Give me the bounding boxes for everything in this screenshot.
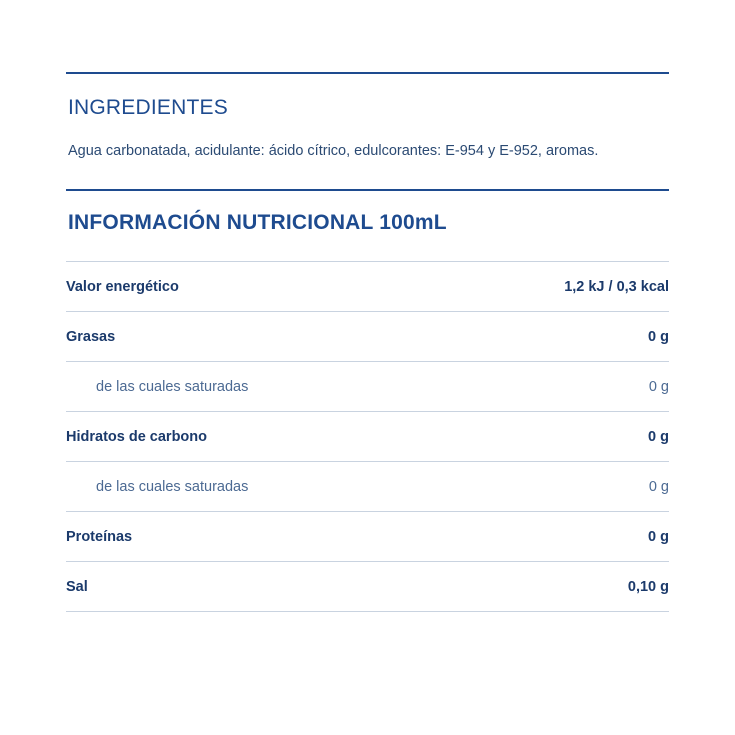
nutrient-label: de las cuales saturadas: [96, 478, 249, 495]
table-row: [66, 311, 669, 361]
ingredients-heading: INGREDIENTES: [68, 96, 228, 119]
nutrient-value: 0,10 g: [627, 578, 669, 595]
nutrient-label: Proteínas: [66, 528, 133, 545]
table-row: [66, 461, 669, 511]
content-container: [66, 72, 669, 612]
nutrient-value: 1,2 kJ / 0,3 kcal: [564, 278, 669, 295]
nutrient-value: 0 g: [648, 528, 669, 545]
nutrient-label: de las cuales saturadas: [96, 378, 249, 395]
nutrient-label: Hidratos de carbono: [66, 428, 207, 445]
table-row: [66, 411, 669, 461]
nutrient-value: 0 g: [648, 378, 669, 395]
table-row: [66, 361, 669, 411]
table-row: [66, 261, 669, 311]
nutrition-table-body: [66, 261, 669, 611]
nutrient-value: 0 g: [648, 478, 669, 495]
nutrient-value: 0 g: [648, 328, 669, 345]
nutrient-label: Valor energético: [66, 278, 179, 295]
nutrient-label: Grasas: [66, 328, 116, 345]
nutrition-table: [66, 261, 669, 612]
table-row: [66, 561, 669, 611]
nutrient-label: Sal: [66, 578, 88, 595]
nutrition-heading: INFORMACIÓN NUTRICIONAL 100mL: [68, 210, 447, 234]
nutrient-value: 0 g: [648, 428, 669, 445]
table-row: [66, 511, 669, 561]
ingredients-text: Agua carbonatada, acidulante: ácido cítrico, edulcorantes: E-954 y E-952, aromas.: [68, 143, 599, 160]
